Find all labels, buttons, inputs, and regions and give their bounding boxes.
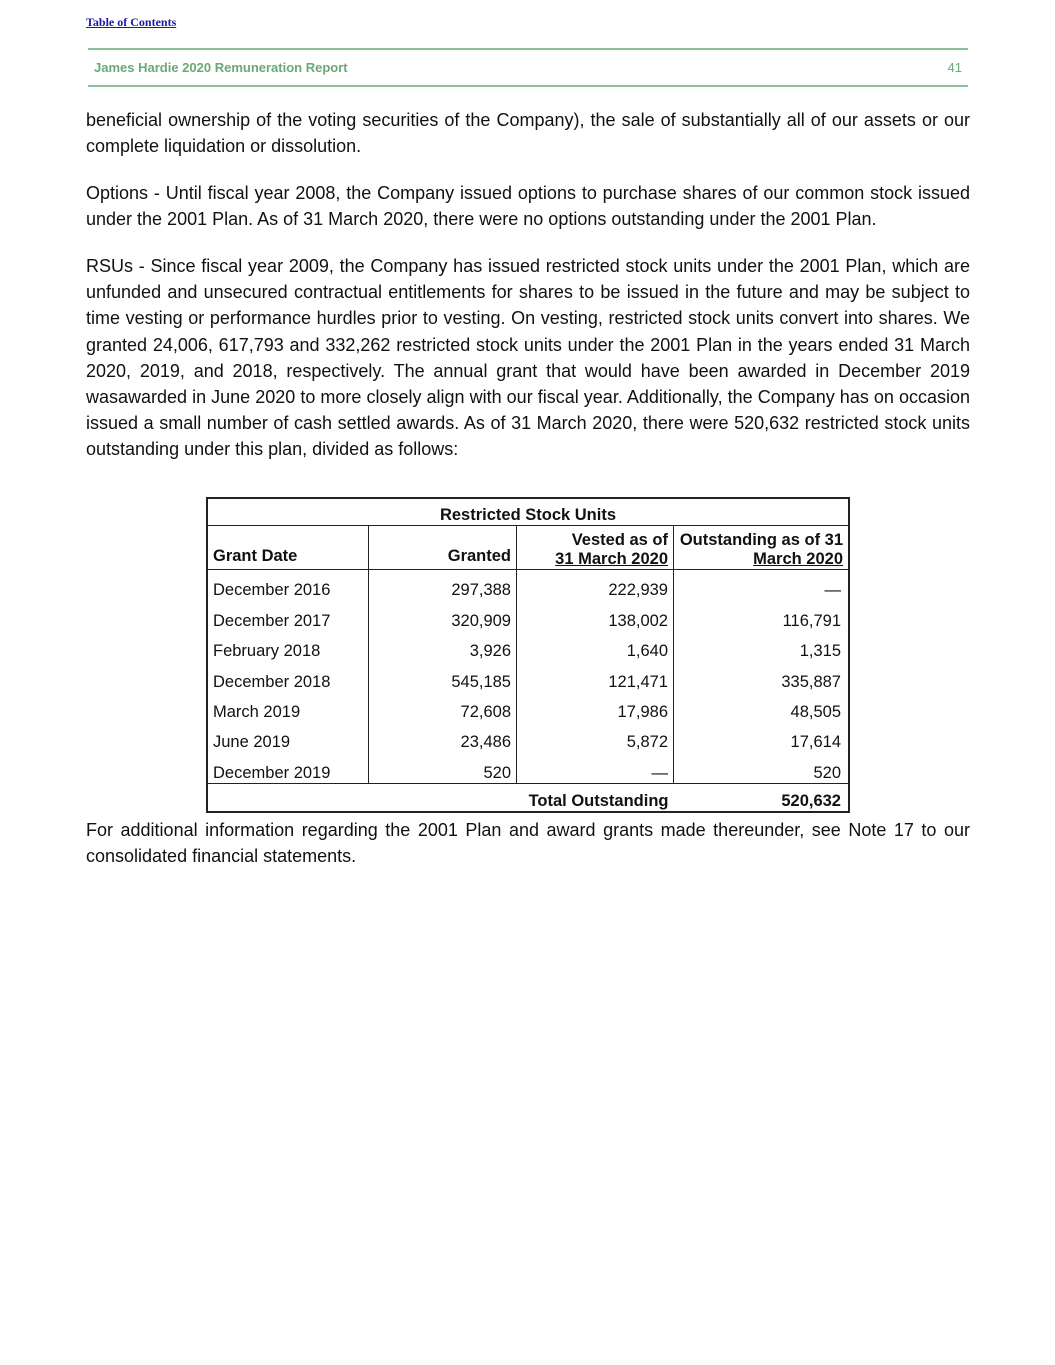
table-row <box>207 631 849 661</box>
rsu-table <box>206 497 850 813</box>
cell-vested: 1,640 <box>517 631 674 661</box>
total-row <box>207 783 849 812</box>
cell-granted: 23,486 <box>369 722 517 752</box>
table-row <box>207 600 849 630</box>
cell-grant-date: February 2018 <box>207 631 369 661</box>
cell-outstanding: 17,614 <box>790 733 841 752</box>
table-row <box>207 692 849 722</box>
column-header-outstanding <box>674 526 850 570</box>
outstanding-header-line1: Outstanding as of 31 <box>679 531 843 549</box>
cell-outstanding: 1,315 <box>799 642 841 661</box>
cell-grant-date: December 2018 <box>207 661 369 691</box>
table-row <box>207 722 849 752</box>
cell-grant-date: December 2017 <box>207 600 369 630</box>
cell-granted: 545,185 <box>369 661 517 691</box>
cell-grant-date: June 2019 <box>207 722 369 752</box>
header-rule-top <box>88 48 968 50</box>
table-row <box>207 570 849 601</box>
table-caption: Restricted Stock Units <box>207 498 849 526</box>
table-row <box>207 661 849 691</box>
cell-granted: 3,926 <box>369 631 517 661</box>
report-title: James Hardie 2020 Remuneration Report <box>94 60 348 75</box>
cell-outstanding: 520 <box>813 763 841 782</box>
paragraph-change-of-control: beneficial ownership of the voting securities of the Company), the sale of substantially all of our assets or our complete liquidation or dissolution. <box>86 110 970 157</box>
paragraph-rsus: RSUs - Since fiscal year 2009, the Company has issued restricted stock units under the 2001 Plan, which are unfunded and unsecured contractual entitlements for shares to be issued in the future and may be subject to time vesting or performance hurdles prior to vesting. On vesting, restricted stock units convert into shares. We granted 24,006, 617,793 and 332,262 restricted stock units under the 2001 Plan in the years ended 31 March 2020, 2019, and 2018, respectively. The annual grant that would have been awarded in December 2019 wasawarded in June 2020 to more closely align with our fiscal year. Additionally, the Company has on occasion issued a small number of cash settled awards. As of 31 March 2020, there were 520,632 restricted stock units outstanding under this plan, divided as follows: <box>86 256 970 460</box>
vested-header-line2: 31 March 2020 <box>555 550 668 568</box>
outstanding-header-line2: March 2020 <box>753 550 843 568</box>
cell-vested: 222,939 <box>517 570 674 601</box>
table-row <box>207 752 849 783</box>
cell-vested: 5,872 <box>517 722 674 752</box>
cell-grant-date: December 2019 <box>207 752 369 783</box>
column-header-granted: Granted <box>369 526 517 570</box>
cell-vested: — <box>517 752 674 783</box>
table-header-row <box>207 526 849 570</box>
table-of-contents-link[interactable]: Table of Contents <box>86 15 177 29</box>
cell-granted: 320,909 <box>369 600 517 630</box>
column-header-grant-date: Grant Date <box>207 526 369 570</box>
cell-granted: 297,388 <box>369 570 517 601</box>
column-header-vested <box>517 526 674 570</box>
page-number: 41 <box>947 60 962 75</box>
cell-grant-date: December 2016 <box>207 570 369 601</box>
total-value: 520,632 <box>674 783 850 812</box>
cell-vested: 121,471 <box>517 661 674 691</box>
cell-outstanding: — <box>824 581 841 600</box>
cell-vested: 138,002 <box>517 600 674 630</box>
cell-grant-date: March 2019 <box>207 692 369 722</box>
cell-outstanding: 48,505 <box>790 702 841 721</box>
paragraph-options: Options - Until fiscal year 2008, the Company issued options to purchase shares of our common stock issued under the 2001 Plan. As of 31 March 2020, there were no options outstanding under the 2001 Plan. <box>86 183 970 230</box>
total-label: Total Outstanding <box>207 783 674 812</box>
cell-outstanding: 335,887 <box>781 672 841 691</box>
header-rule-bottom <box>88 85 968 87</box>
paragraph-additional-info: For additional information regarding the 2001 Plan and award grants made thereunder, see Note 17 to our consolidated financial statements. <box>86 820 970 867</box>
vested-header-line1: Vested as of <box>571 531 668 549</box>
cell-granted: 520 <box>369 752 517 783</box>
cell-granted: 72,608 <box>369 692 517 722</box>
cell-outstanding: 116,791 <box>782 611 841 630</box>
cell-vested: 17,986 <box>517 692 674 722</box>
